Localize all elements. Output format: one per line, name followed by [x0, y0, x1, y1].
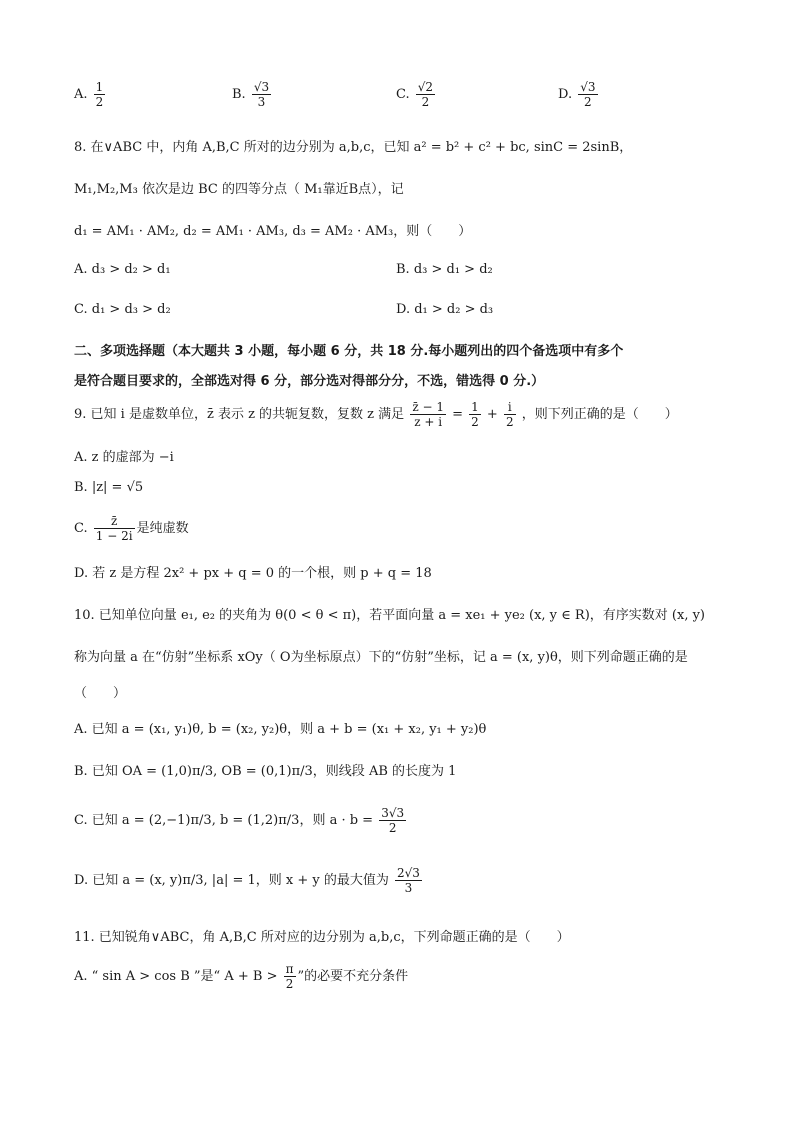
q10-option-c-prefix: C. 已知 a = (2,−1)π/3, b = (1,2)π/3，则 a · b = — [74, 813, 374, 828]
plus-sign: + — [486, 407, 498, 422]
q10-stem-line3: （ ） — [74, 686, 127, 701]
q10-option-a: A. 已知 a = (x₁, y₁)θ, b = (x₂, y₂)θ，则 a + b = (x₁ + x₂, y₁ + y₂)θ — [74, 722, 487, 737]
q8-stem-line3: d₁ = AM₁ · AM₂, d₂ = AM₁ · AM₃, d₃ = AM₂ · AM₃，则（ ） — [74, 224, 472, 239]
q7-option-b — [232, 80, 273, 109]
q9-option-c-letter: C. — [74, 521, 88, 536]
q7-option-a-letter: A. — [74, 87, 88, 102]
q7-option-d-letter: D. — [558, 87, 573, 102]
q11-option-a-fraction — [284, 962, 296, 991]
q10-stem-line1: 10. 已知单位向量 e₁, e₂ 的夹角为 θ(0 < θ < π)，若平面向量 a = xe₁ + ye₂ (x, y ∈ R)，有序实数对 (x, y) — [74, 608, 705, 623]
q7-option-d-fraction — [578, 80, 597, 109]
q8-option-c: C. d₁ > d₃ > d₂ — [74, 302, 171, 317]
q11-option-a-prefix: A. “ sin A > cos B ”是“ A + B > — [74, 969, 278, 984]
fraction-den: z + i — [414, 415, 443, 429]
q8-option-a: A. d₃ > d₂ > d₁ — [74, 262, 171, 277]
fraction-num: i — [504, 400, 516, 415]
fraction-den: 2 — [584, 95, 592, 109]
q10-option-d-fraction — [395, 866, 422, 895]
q9-fraction-half — [469, 400, 481, 429]
fraction-num: √3 — [580, 80, 596, 94]
fraction-den: 2 — [471, 415, 479, 429]
q8-stem-line1: 8. 在∨ABC 中，内角 A,B,C 所对的边分别为 a,b,c，已知 a² = b² + c² + bc, sinC = 2sinB， — [74, 140, 633, 155]
fraction-num: 3√3 — [381, 806, 405, 820]
fraction-den: 3 — [404, 881, 413, 895]
q9-stem — [74, 400, 678, 429]
fraction-num: 1 — [95, 80, 104, 94]
q10-option-c — [74, 806, 408, 835]
q9-stem-suffix: ，则下列正确的是（ ） — [521, 407, 678, 422]
q9-option-c — [74, 514, 189, 543]
q10-option-c-fraction — [379, 806, 406, 835]
fraction-den: 2 — [95, 95, 104, 109]
q7-option-a — [74, 80, 107, 109]
section2-header-line1: 二、多项选择题（本大题共 3 小题，每小题 6 分，共 18 分.每小题列出的四个备选项中有多个 — [74, 344, 624, 359]
fraction-den: 1 − 2i — [95, 529, 133, 543]
q7-option-c — [396, 80, 437, 109]
q11-stem: 11. 已知锐角∨ABC，角 A,B,C 所对应的边分别为 a,b,c，下列命题正确的是（ ） — [74, 930, 570, 945]
q10-stem-line2: 称为向量 a 在“仿射”坐标系 xOy（ O为坐标原点）下的“仿射”坐标，记 a = (x, y)θ，则下列命题正确的是 — [74, 650, 688, 665]
q8-option-d: D. d₁ > d₂ > d₃ — [396, 302, 494, 317]
q10-option-b: B. 已知 OA = (1,0)π/3, OB = (0,1)π/3，则线段 AB 的长度为 1 — [74, 764, 457, 779]
fraction-num: 2√3 — [397, 866, 420, 880]
fraction-num: √2 — [417, 80, 434, 94]
q7-option-b-fraction — [252, 80, 271, 109]
fraction-num: π — [285, 962, 294, 976]
section2-header-line2: 是符合题目要求的，全部选对得 6 分，部分选对得部分分，不选，错选得 0 分.） — [74, 374, 545, 389]
q7-option-a-fraction — [94, 80, 106, 109]
q7-option-b-letter: B. — [232, 87, 246, 102]
q9-stem-prefix: 9. 已知 i 是虚数单位，z̄ 表示 z 的共轭复数，复数 z 满足 — [74, 407, 405, 422]
fraction-num: z̄ — [94, 514, 135, 529]
fraction-den: 2 — [285, 977, 294, 991]
q9-option-c-fraction — [94, 514, 135, 543]
fraction-den: 3 — [257, 95, 266, 109]
q9-option-c-suffix: 是纯虚数 — [136, 521, 189, 536]
q9-fraction-i-half — [504, 400, 516, 429]
q8-option-b: B. d₃ > d₁ > d₂ — [396, 262, 493, 277]
fraction-num: z̄ − 1 — [412, 400, 444, 414]
q9-fraction-lhs — [410, 400, 446, 429]
fraction-den: 2 — [421, 95, 430, 109]
fraction-den: 2 — [388, 821, 397, 835]
fraction-num: 1 — [471, 400, 479, 414]
fraction-num: √3 — [253, 80, 270, 94]
q9-option-d: D. 若 z 是方程 2x² + px + q = 0 的一个根，则 p + q = 18 — [74, 566, 432, 581]
equals-sign: = — [452, 407, 463, 422]
q7-option-c-fraction — [416, 80, 435, 109]
q10-option-d — [74, 866, 424, 895]
fraction-den: 2 — [505, 415, 514, 429]
q7-option-c-letter: C. — [396, 87, 410, 102]
q9-option-a: A. z 的虚部为 −i — [74, 450, 174, 465]
q7-option-d — [558, 80, 600, 109]
q9-option-b: B. |z| = √5 — [74, 480, 144, 495]
q11-option-a — [74, 962, 408, 991]
q8-stem-line2: M₁,M₂,M₃ 依次是边 BC 的四等分点（ M₁靠近B点），记 — [74, 182, 404, 197]
q11-option-a-suffix: ”的必要不充分条件 — [297, 969, 409, 984]
q10-option-d-prefix: D. 已知 a = (x, y)π/3, |a| = 1，则 x + y 的最大值为 — [74, 873, 389, 888]
